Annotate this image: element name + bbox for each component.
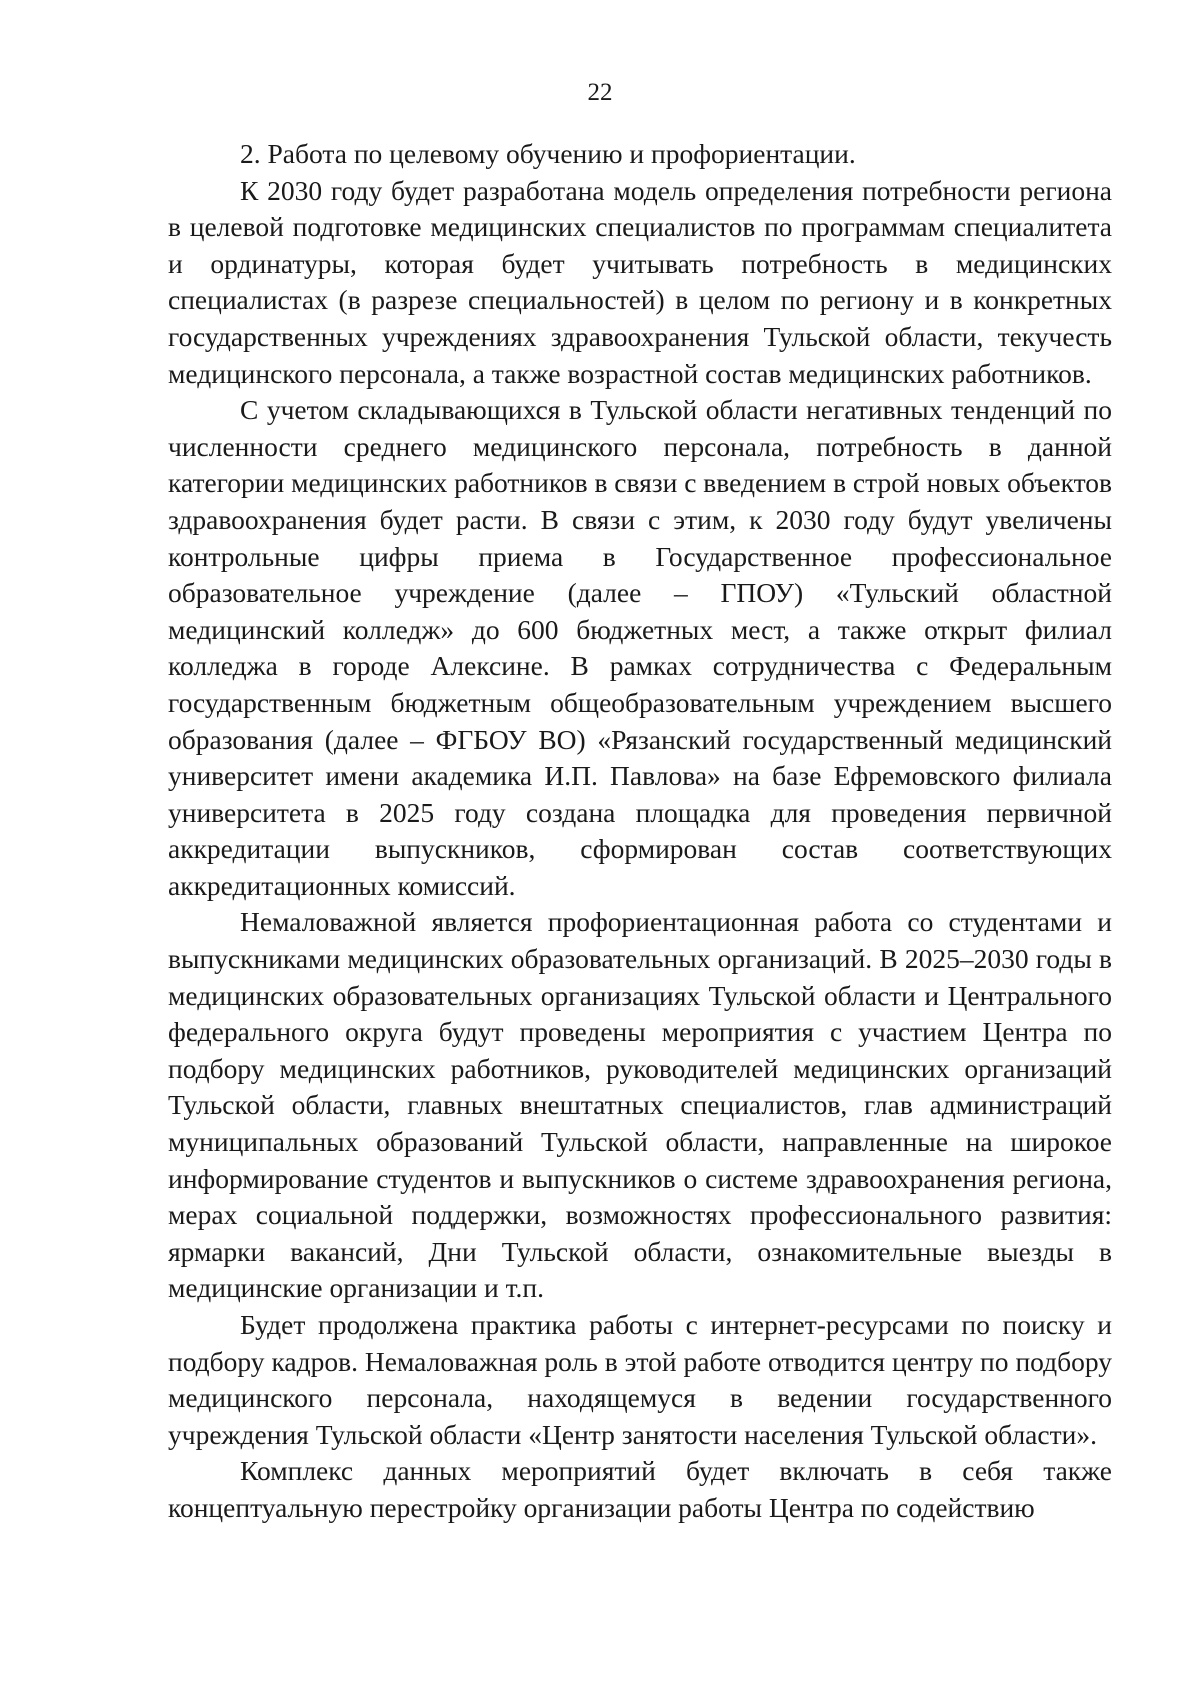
paragraph: Немаловажной является профориентационная работа со студентами и выпускниками медицинских образовательных организаций. В 2025–2030 годы в медицинских образовательных организациях Тульской области и Центрального федерального округа будут проведены мероприятия с участием Центра по подбору медицинских работников, руководителей медицинских организаций Тульской области, главных внештатных специалистов, глав администраций муниципальных образований Тульской области, направленные на широкое информирование студентов и выпускников о системе здравоохранения региона, мерах социальной поддержки, возможностях профессионального развития: ярмарки вакансий, Дни Тульской области, ознакомительные выезды в медицинские организации и т.п. [168, 906, 1112, 1304]
paragraph: К 2030 году будет разработана модель определения потребности региона в целевой подготовке медицинских специалистов по программам специалитета и ординатуры, которая будет учитывать потребность в медицинских специалистах (в разрезе специальностей) в целом по региону и в конкретных государственных учреждениях здравоохранения Тульской области, текучесть медицинского персонала, а также возрастной состав медицинских работников. [168, 174, 1112, 389]
page-number: 22 [587, 79, 613, 106]
paragraph: Комплекс данных мероприятий будет включать в себя также концептуальную перестройку организации работы Центра по содействию [168, 1455, 1112, 1523]
paragraph: С учетом складывающихся в Тульской области негативных тенденций по численности среднего медицинского персонала, потребность в данной категории медицинских работников в связи с введением в строй новых объектов здравоохранения будет расти. В связи с этим, к 2030 году будут увеличены контрольные цифры приема в Государственное профессиональное образовательное учреждение (далее – ГПОУ) «Тульский областной медицинский колледж» до 600 бюджетных мест, а также открыт филиал колледжа в городе Алексине. В рамках сотрудничества с Федеральным государственным бюджетным общеобразовательным учреждением высшего образования (далее – ФГБОУ ВО) «Рязанский государственный медицинский университет имени академика И.П. Павлова» на базе Ефремовского филиала университета в 2025 году создана площадка для проведения первичной аккредитации выпускников, сформирован состав соответствующих аккредитационных комиссий. [168, 394, 1113, 901]
document-body [168, 136, 1112, 1527]
paragraph: Будет продолжена практика работы с интернет-ресурсами по поиску и подбору кадров. Немаловажная роль в этой работе отводится центру по подбору медицинского персонала, находящемуся в ведении государственного учреждения Тульской области «Центр занятости населения Тульской области». [168, 1309, 1112, 1450]
section-heading: 2. Работа по целевому обучению и профориентации. [240, 138, 856, 169]
